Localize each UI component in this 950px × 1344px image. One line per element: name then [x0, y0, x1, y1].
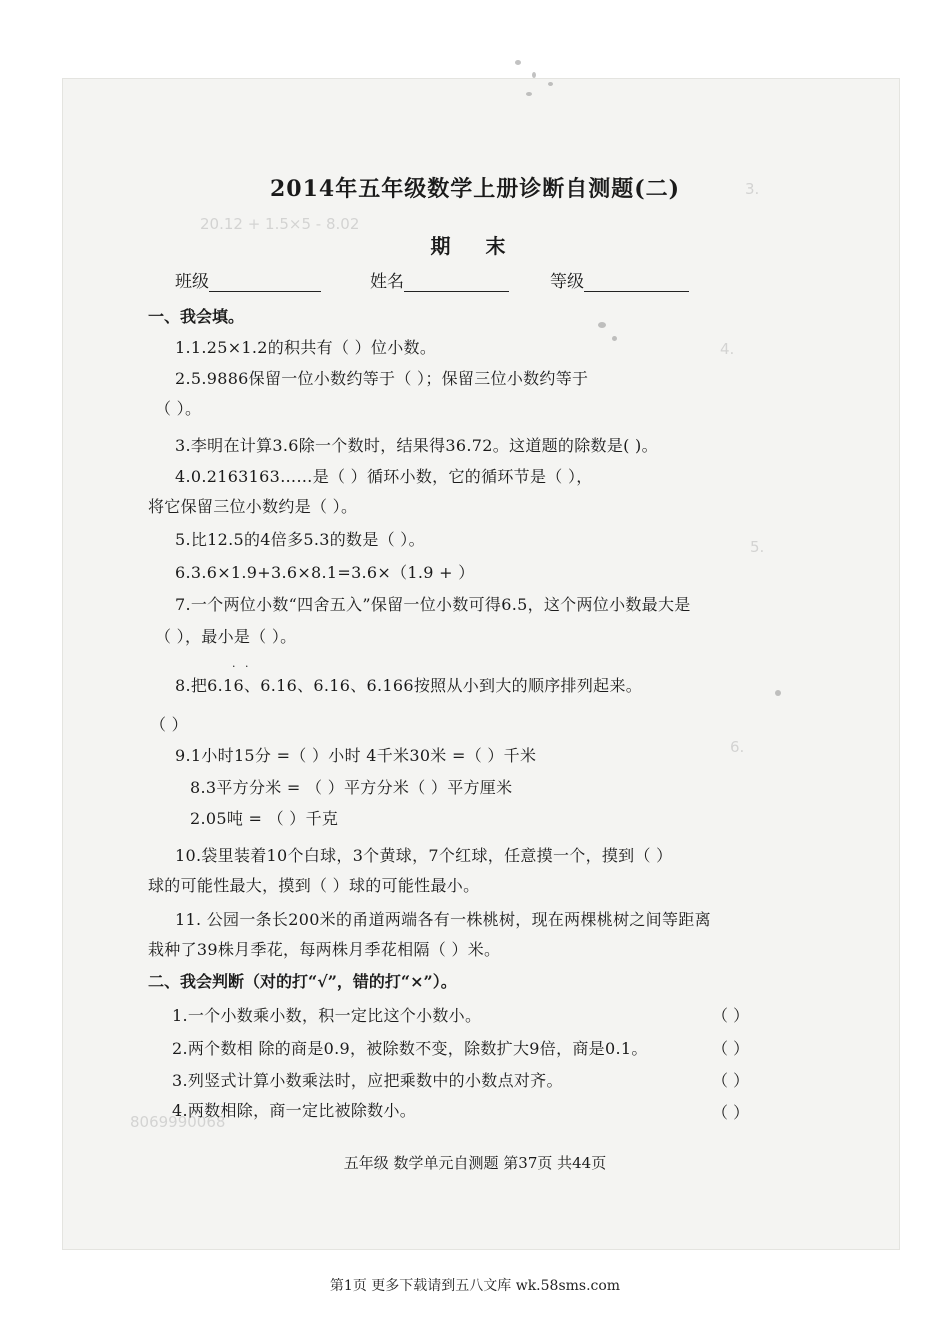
grade-blank[interactable]	[584, 273, 689, 292]
exam-subtitle: 期 末	[430, 234, 520, 258]
question-line: 球的可能性最大，摸到（ ）球的可能性最小。	[148, 876, 480, 895]
scan-speck	[526, 92, 532, 96]
question-line: 8.把6.16、6.16、6.16、6.166按照从小到大的顺序排列起来。	[175, 676, 643, 695]
question-line: （ ）。	[155, 399, 202, 418]
question-line: 8.3平方分米 = （ ）平方分米（ ）平方厘米	[190, 778, 513, 797]
answer-box[interactable]: （ ）	[712, 1071, 750, 1090]
question-line: 1.1.25×1.2的积共有（ ）位小数。	[175, 338, 437, 357]
name-label: 姓名	[370, 272, 404, 292]
grade-field	[550, 267, 689, 292]
bleed-through-text: 5.	[750, 538, 765, 556]
scan-speck	[532, 72, 536, 78]
question-line: 5.比12.5的4倍多5.3的数是（ ）。	[175, 530, 425, 549]
scan-speck	[612, 336, 617, 341]
scan-speck	[548, 82, 553, 86]
judge-item: 1.一个小数乘小数，积一定比这个小数小。	[172, 1006, 482, 1025]
question-line: 2.05吨 = （ ）千克	[190, 809, 339, 828]
section-heading-judge: 二、我会判断（对的打“√”，错的打“×”）。	[148, 972, 457, 991]
name-field	[370, 267, 509, 292]
question-line: 9.1小时15分 =（ ）小时 4千米30米 =（ ）千米	[175, 746, 537, 765]
question-line: 栽种了39株月季花，每两株月季花相隔（ ）米。	[148, 940, 501, 959]
answer-box[interactable]: （ ）	[712, 1006, 750, 1025]
question-line: 6.3.6×1.9+3.6×8.1=3.6×（1.9 + ）	[175, 563, 475, 582]
bleed-through-text: 3.	[745, 180, 760, 198]
judge-item: 3.列竖式计算小数乘法时，应把乘数中的小数点对齐。	[172, 1071, 563, 1090]
question-line: （ ）	[150, 715, 188, 734]
bleed-through-text: 4.	[720, 340, 735, 358]
question-line: 11. 公园一条长200米的甬道两端各有一株桃树，现在两棵桃树之间等距离	[175, 910, 711, 929]
scan-speck	[775, 690, 781, 696]
question-line: 4.0.2163163……是（ ）循环小数，它的循环节是（ ），	[175, 467, 593, 486]
scan-speck	[515, 60, 521, 65]
class-blank[interactable]	[209, 273, 321, 292]
grade-label: 等级	[550, 272, 584, 292]
judge-item: 2.两个数相 除的商是0.9，被除数不变，除数扩大9倍，商是0.1。	[172, 1039, 648, 1058]
bleed-through-text: 20.12 + 1.5×5 - 8.02	[200, 215, 360, 233]
question-line: 将它保留三位小数约是（ ）。	[148, 497, 358, 516]
exam-title: 2014年五年级数学上册诊断自测题(二)	[269, 176, 681, 202]
page-footer: 五年级 数学单元自测题 第37页 共44页	[343, 1154, 607, 1172]
answer-box[interactable]: （ ）	[712, 1039, 750, 1058]
class-label: 班级	[175, 272, 209, 292]
bleed-through-text: 6.	[730, 738, 745, 756]
class-field	[175, 267, 321, 292]
repeating-decimal-dots: · ·	[232, 660, 252, 673]
judge-item: 4.两数相除，商一定比被除数小。	[172, 1101, 417, 1120]
section-heading-fill: 一、我会填。	[148, 307, 245, 326]
question-line: 10.袋里装着10个白球，3个黄球，7个红球，任意摸一个，摸到（ ）	[175, 846, 673, 865]
question-line: 3.李明在计算3.6除一个数时，结果得36.72。这道题的除数是( )。	[175, 436, 658, 455]
bleed-through-text: 8069990068	[130, 1113, 226, 1131]
scan-speck	[598, 322, 606, 328]
download-caption[interactable]: 第1页 更多下载请到五八文库 wk.58sms.com	[329, 1278, 621, 1294]
question-line: （ ），最小是（ ）。	[155, 627, 297, 646]
question-line: 2.5.9886保留一位小数约等于（ ）；保留三位小数约等于	[175, 369, 589, 388]
question-line: 7.一个两位小数“四舍五入”保留一位小数可得6.5，这个两位小数最大是	[175, 595, 691, 614]
answer-box[interactable]: （ ）	[712, 1103, 750, 1122]
name-blank[interactable]	[404, 273, 509, 292]
